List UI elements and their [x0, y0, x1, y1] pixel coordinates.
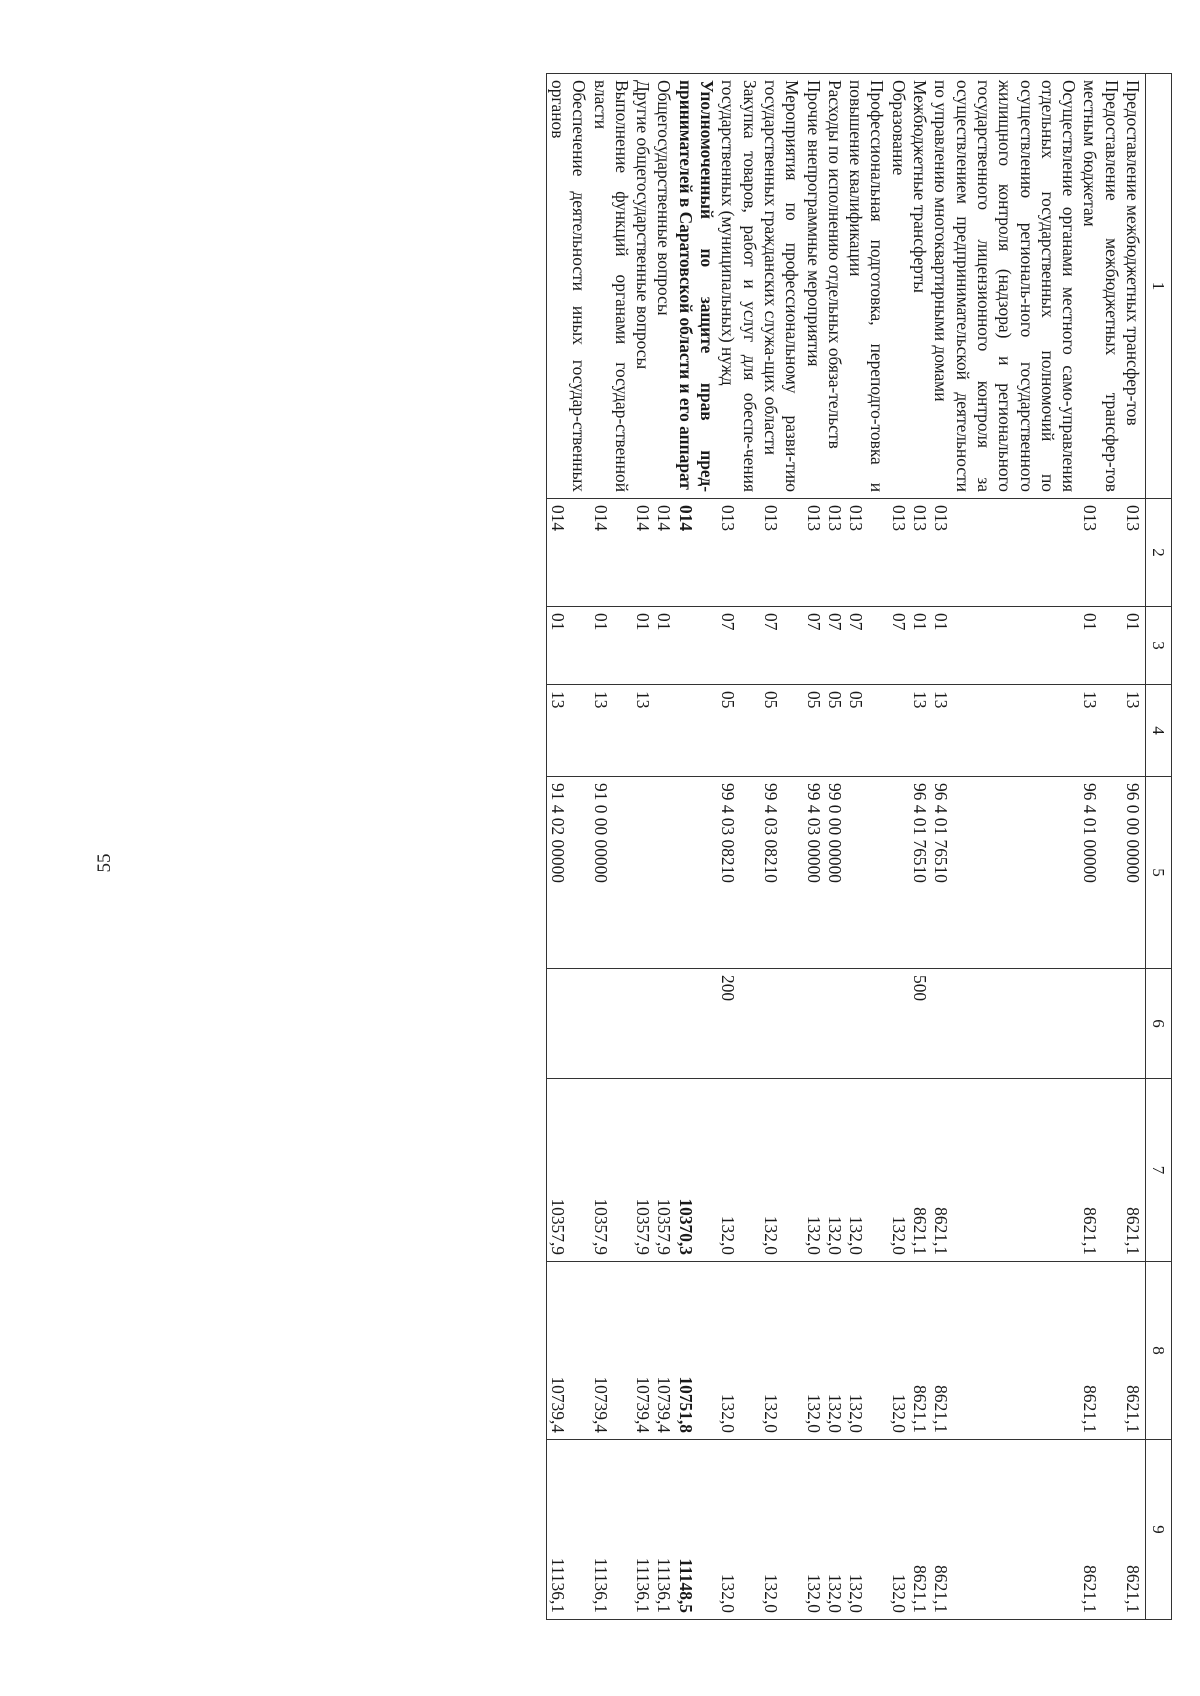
section-cell: 01	[589, 607, 632, 685]
table-row	[653, 74, 674, 1620]
column-header: 2	[1146, 499, 1172, 607]
subsection-cell: 13	[930, 685, 1079, 777]
target-article-cell	[632, 777, 653, 969]
expense-type-cell	[1122, 969, 1146, 1079]
admin-code-cell: 013	[887, 499, 908, 607]
section-cell: 01	[653, 607, 674, 685]
admin-code-cell: 013	[845, 499, 888, 607]
target-article-cell: 96 0 00 00000	[1122, 777, 1146, 969]
amount-year2-cell: 10739,4	[632, 1262, 653, 1440]
table-row	[909, 74, 930, 1620]
section-cell	[674, 607, 717, 685]
amount-year3-cell: 132,0	[824, 1440, 845, 1620]
admin-code-cell: 013	[909, 499, 930, 607]
target-article-cell	[845, 777, 888, 969]
admin-code-cell: 013	[930, 499, 1079, 607]
subsection-cell: 13	[632, 685, 653, 777]
amount-year3-cell: 8621,1	[930, 1440, 1079, 1620]
subsection-cell: 05	[717, 685, 760, 777]
target-article-cell: 91 0 00 00000	[589, 777, 632, 969]
amount-year1-cell: 10357,9	[589, 1079, 632, 1262]
row-name-cell: Образование	[887, 74, 908, 499]
budget-table	[546, 73, 1172, 1620]
target-article-cell: 99 4 03 08210	[760, 777, 803, 969]
target-article-cell: 99 0 00 00000	[824, 777, 845, 969]
section-cell: 07	[845, 607, 888, 685]
subsection-cell: 05	[824, 685, 845, 777]
expense-type-cell	[674, 969, 717, 1079]
admin-code-cell: 013	[824, 499, 845, 607]
header-row	[1146, 74, 1172, 1620]
target-article-cell: 96 4 01 00000	[1079, 777, 1122, 969]
subsection-cell	[674, 685, 717, 777]
amount-year2-cell: 10751,8	[674, 1262, 717, 1440]
expense-type-cell	[1079, 969, 1122, 1079]
amount-year2-cell: 10739,4	[546, 1262, 589, 1440]
table-row	[887, 74, 908, 1620]
amount-year1-cell: 8621,1	[930, 1079, 1079, 1262]
expense-type-cell	[632, 969, 653, 1079]
amount-year2-cell: 8621,1	[1122, 1262, 1146, 1440]
target-article-cell	[653, 777, 674, 969]
amount-year2-cell: 132,0	[845, 1262, 888, 1440]
column-header: 1	[1146, 74, 1172, 499]
expense-type-cell	[845, 969, 888, 1079]
section-cell: 07	[802, 607, 823, 685]
column-header: 3	[1146, 607, 1172, 685]
expense-type-cell: 200	[717, 969, 760, 1079]
amount-year2-cell: 132,0	[824, 1262, 845, 1440]
admin-code-cell: 014	[674, 499, 717, 607]
amount-year3-cell: 132,0	[717, 1440, 760, 1620]
expense-type-cell: 500	[909, 969, 930, 1079]
amount-year2-cell: 8621,1	[930, 1262, 1079, 1440]
expense-type-cell	[930, 969, 1079, 1079]
section-cell: 01	[546, 607, 589, 685]
table-row	[824, 74, 845, 1620]
amount-year1-cell: 8621,1	[1079, 1079, 1122, 1262]
admin-code-cell: 014	[546, 499, 589, 607]
expense-type-cell	[887, 969, 908, 1079]
column-header: 4	[1146, 685, 1172, 777]
subsection-cell: 13	[589, 685, 632, 777]
subsection-cell: 13	[1079, 685, 1122, 777]
amount-year2-cell: 8621,1	[1079, 1262, 1122, 1440]
expense-type-cell	[802, 969, 823, 1079]
table-row	[802, 74, 823, 1620]
admin-code-cell: 014	[589, 499, 632, 607]
column-header: 6	[1146, 969, 1172, 1079]
section-cell: 01	[1122, 607, 1146, 685]
amount-year1-cell: 10357,9	[653, 1079, 674, 1262]
amount-year2-cell: 132,0	[887, 1262, 908, 1440]
table-row	[546, 74, 589, 1620]
table-body	[546, 74, 1145, 1620]
amount-year3-cell: 11136,1	[589, 1440, 632, 1620]
subsection-cell	[653, 685, 674, 777]
target-article-cell: 91 4 02 00000	[546, 777, 589, 969]
section-cell: 07	[824, 607, 845, 685]
row-name-cell: Предоставление межбюджетных трансфер-тов	[1122, 74, 1146, 499]
section-cell: 07	[717, 607, 760, 685]
row-name-cell: Другие общегосударственные вопросы	[632, 74, 653, 499]
table-row	[589, 74, 632, 1620]
amount-year2-cell: 8621,1	[909, 1262, 930, 1440]
row-name-cell: Профессиональная подготовка, переподго-товка и повышение квалификации	[845, 74, 888, 499]
column-header: 5	[1146, 777, 1172, 969]
row-name-cell: Выполнение функций органами государ-ственной власти	[589, 74, 632, 499]
row-name-cell: Расходы по исполнению отдельных обяза-тельств	[824, 74, 845, 499]
admin-code-cell: 013	[802, 499, 823, 607]
section-cell: 01	[909, 607, 930, 685]
amount-year1-cell: 132,0	[717, 1079, 760, 1262]
expense-type-cell	[653, 969, 674, 1079]
expense-type-cell	[546, 969, 589, 1079]
amount-year1-cell: 10357,9	[632, 1079, 653, 1262]
amount-year1-cell: 10357,9	[546, 1079, 589, 1262]
page-number: 55	[94, 853, 115, 873]
row-name-cell: Общегосударственные вопросы	[653, 74, 674, 499]
amount-year1-cell: 132,0	[887, 1079, 908, 1262]
table-row	[717, 74, 760, 1620]
amount-year3-cell: 11136,1	[546, 1440, 589, 1620]
row-name-cell: Осуществление органами местного само-управления отдельных государственных полномочий по осуществлению региональ-ного государственного жилищного контроля (надзора) и регионального государственного лицензионного контроля за осуществлением предпринимательской деятельности по управлению многоквартирными домами	[930, 74, 1079, 499]
target-article-cell	[887, 777, 908, 969]
amount-year2-cell: 10739,4	[589, 1262, 632, 1440]
row-name-cell: Обеспечение деятельности иных государ-ственных органов	[546, 74, 589, 499]
amount-year2-cell: 132,0	[802, 1262, 823, 1440]
admin-code-cell: 014	[653, 499, 674, 607]
amount-year2-cell: 132,0	[717, 1262, 760, 1440]
target-article-cell: 99 4 03 00000	[802, 777, 823, 969]
amount-year2-cell: 10739,4	[653, 1262, 674, 1440]
amount-year2-cell: 132,0	[760, 1262, 803, 1440]
row-name-cell: Закупка товаров, работ и услуг для обеспе-чения государственных (муниципальных) нужд	[717, 74, 760, 499]
amount-year3-cell: 8621,1	[909, 1440, 930, 1620]
table-row	[930, 74, 1079, 1620]
table-row	[760, 74, 803, 1620]
amount-year1-cell: 10370,3	[674, 1079, 717, 1262]
amount-year3-cell: 132,0	[802, 1440, 823, 1620]
amount-year3-cell: 132,0	[845, 1440, 888, 1620]
table-row	[1079, 74, 1122, 1620]
expense-type-cell	[824, 969, 845, 1079]
subsection-cell: 05	[845, 685, 888, 777]
subsection-cell: 13	[546, 685, 589, 777]
admin-code-cell: 013	[1122, 499, 1146, 607]
amount-year1-cell: 132,0	[824, 1079, 845, 1262]
amount-year1-cell: 132,0	[760, 1079, 803, 1262]
row-name-cell: Прочие внепрограммные мероприятия	[802, 74, 823, 499]
admin-code-cell: 014	[632, 499, 653, 607]
subsection-cell: 13	[1122, 685, 1146, 777]
target-article-cell: 96 4 01 76510	[930, 777, 1079, 969]
amount-year3-cell: 11136,1	[632, 1440, 653, 1620]
row-name-cell: Уполномоченный по защите прав пред-принимателей в Саратовской области и его аппарат	[674, 74, 717, 499]
table-row	[632, 74, 653, 1620]
admin-code-cell: 013	[760, 499, 803, 607]
target-article-cell: 99 4 03 08210	[717, 777, 760, 969]
expense-type-cell	[760, 969, 803, 1079]
amount-year3-cell: 8621,1	[1122, 1440, 1146, 1620]
column-header: 7	[1146, 1079, 1172, 1262]
table-row	[845, 74, 888, 1620]
amount-year3-cell: 11148,5	[674, 1440, 717, 1620]
section-cell: 01	[930, 607, 1079, 685]
table-row	[674, 74, 717, 1620]
row-name-cell: Мероприятия по профессиональному разви-тию государственных гражданских служа-щих области	[760, 74, 803, 499]
column-header: 8	[1146, 1262, 1172, 1440]
amount-year1-cell: 132,0	[802, 1079, 823, 1262]
table-row	[1122, 74, 1146, 1620]
amount-year1-cell: 8621,1	[909, 1079, 930, 1262]
section-cell: 07	[760, 607, 803, 685]
amount-year3-cell: 8621,1	[1079, 1440, 1122, 1620]
amount-year1-cell: 132,0	[845, 1079, 888, 1262]
expense-type-cell	[589, 969, 632, 1079]
section-cell: 01	[632, 607, 653, 685]
row-name-cell: Предоставление межбюджетных трансфер-тов местным бюджетам	[1079, 74, 1122, 499]
row-name-cell: Межбюджетные трансферты	[909, 74, 930, 499]
amount-year3-cell: 11136,1	[653, 1440, 674, 1620]
subsection-cell	[887, 685, 908, 777]
admin-code-cell: 013	[1079, 499, 1122, 607]
section-cell: 01	[1079, 607, 1122, 685]
rotated-page-content	[141, 73, 1172, 1619]
target-article-cell	[674, 777, 717, 969]
subsection-cell: 05	[802, 685, 823, 777]
amount-year3-cell: 132,0	[760, 1440, 803, 1620]
subsection-cell: 05	[760, 685, 803, 777]
amount-year3-cell: 132,0	[887, 1440, 908, 1620]
column-header: 9	[1146, 1440, 1172, 1620]
subsection-cell: 13	[909, 685, 930, 777]
section-cell: 07	[887, 607, 908, 685]
target-article-cell: 96 4 01 76510	[909, 777, 930, 969]
admin-code-cell: 013	[717, 499, 760, 607]
amount-year1-cell: 8621,1	[1122, 1079, 1146, 1262]
